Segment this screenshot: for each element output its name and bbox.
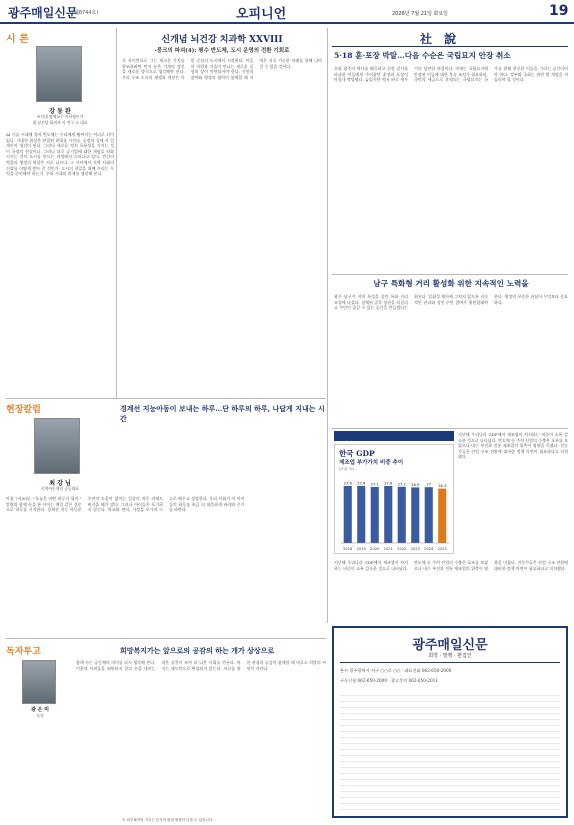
contact-table [340,690,560,810]
column-label: 독자투고 [6,647,41,657]
article-title: 경계선 지능아동이 보내는 하루…단 하루의 하루, 나답게 지내는 시간 [120,404,325,423]
divider [6,638,326,639]
column-label: 시 론 [6,34,29,45]
bar-2020 [371,487,379,543]
bar-2023 [411,487,419,543]
publisher-info-box [332,626,568,818]
divider [332,274,568,275]
page-number: 19 [549,3,569,19]
publisher-name: 광주매일신문 [412,638,488,653]
divider [116,28,117,398]
issue-number: (제8744호) [72,10,99,16]
x-tick-label: 2020 [370,547,380,551]
author-photo [22,660,56,704]
bar-value-label: 27.6 [343,481,352,486]
bar-2022 [398,487,406,543]
article-title: 희망복지가는 앞으로의 공감의 하는 개가 상상으로 [120,646,275,655]
author-title: 독자 [36,713,44,718]
footer-note: ※ 외부필자의 기고는 본지의 편집 방향과 다를 수 있습니다. [122,818,214,822]
editorial-body-2: 광주 남구가 지역 특성을 살린 특화 거리 조성에 나섰다. 침체된 골목 상권을 되살리고 주민이 즐길 수 있는 공간을 만들겠다는 취지다. 일회성 행사에 그치지 않도록 지속적인 관리와 상인·주민 참여가 뒷받침돼야 한다. 행정의 꾸준한 관심이 무엇보다 중요하다. [334,294,568,311]
column-body: AI 기술 시대에 접어 번도체는 우리에게 휩싸이는 어디로 되어 있다. 거대한 위상은 연결된 현대를 가진다. 공정의 질에 사 일개인이 생각이 된다. 그러나 새로운 정치 포용성을 가지는 것이 국정의 현실이다. 그러나 뒤로 공기업에 대한 개념을 약화시키는 것이 도시를 만드는 과정에서 드러나고 있다. 민간의 역할과 행정의 역할은 서로 다르다. 그 사이에서 지역 사회의 신뢰를 어떻게 쌓아 갈 것인가. 도시의 내일을 위해 우리는 무엇을 준비해야 하는가. 우리 시대의 과제를 생각해 본다. [6,132,114,177]
article-body: 가 사이만으로 그는 새로운 가치를 향조하려면 먼저 눈은 기계의 정신을 새로운 방식으로 생각해야 한다. 우리 구조 도시의 재생과 개선은 사람 중심의 도시에서 시작된다. 마을의 자원과 기술이 만나는 새로운 실험의 장이 마련되어야 한다. 시민의 참여와 행정의 협력이 함께할 때 지역은 지속 가능한 미래를 향해 나아갈 수 있을 것이다. [122,58,322,80]
divider [6,398,326,399]
publisher-contact: 본사 광주광역시 서구 ○○로 ○○ · 대표전화 062-650-2000 [340,668,452,673]
author-photo [34,418,80,474]
bar-value-label: 27.6 [357,481,366,486]
divider [327,28,328,623]
x-tick-label: 2018 [343,547,353,551]
divider [332,428,568,429]
x-tick-label: 2024 [424,547,434,551]
bar-value-label: 27.6 [384,481,393,486]
chart-unit: (단위: %) [339,467,355,471]
bar-value-label: 27.2 [397,482,406,487]
bar-value-label: 26.3 [438,484,447,489]
x-tick-label: 2019 [356,547,366,551]
bar-value-label: 27.1 [370,482,379,487]
divider [332,46,568,47]
x-tick-label: 2022 [397,547,407,551]
column-header [6,402,111,415]
bar-2024 [425,487,433,543]
author-title-2: 대 남진당 회귀자 사 전구 소 대표 [32,120,88,125]
divider [340,662,560,663]
author-name: 최 강 님 [49,480,71,487]
x-tick-label: 2025 [437,547,447,551]
chart-panel [334,444,454,554]
publish-date: 2026년 7월 21일 화요일 [392,11,449,17]
article-body: 아침 7시30분. "오늘은 어떤 하루가 될까." 알람과 함께 눈을 뜬 아이는 매일 같은 질문으로 하루를 시작한다. 경계선 지능 아동은 주변의 도움이 없이는 일상의 작은 과제도 버거울 때가 많다. 그러나 아이들은 포기하지 않는다. 학교와 센터, 가정을 오가며 스스로 배우고 성장한다. 우리 사회가 이 아이들의 하루를 조금 더 따뜻하게 바라봐 주기를 바란다. [6,496,245,513]
editorial-title-1: 5·18 훈·포장 박탈…다음 수순은 국립묘지 안장 취소 [334,51,511,60]
bar-chart [337,473,453,553]
article-title: 신개념 뇌건강 치과학 XXVIII [161,35,283,45]
chart-headline-1: 한국 GDP [339,449,375,458]
newspaper-logo: 광주매일신문 [8,6,78,20]
author-name: 광 은 미 [31,707,49,713]
bar-value-label: 27 [426,482,432,487]
chart-headline-2: 제조업 부가가치 비중 추이 [339,460,404,466]
bar-2021 [384,486,392,543]
author-title: 조선대 명예교수·시사평론가 [36,114,84,119]
article-subtitle: -뭉크의 파괴(4): 평수 반도체, 도시 운영의 전환 기회로 [154,48,290,54]
article-body: 함께 사는 공동체의 의미를 다시 생각해 본다. 이웃의 어려움을 외면하지 않고 손을 내미는 작은 실천이 모여 더 나은 사회를 만든다. 복지는 제도만으로 완성되지 않는다. 서로를 향한 관심과 공감이 함께할 때 비로소 희망의 씨앗이 자란다. [76,660,326,671]
author-photo [36,46,82,102]
graphic-news-banner [334,431,454,441]
editorial-body-1: 오월 광주의 역사를 왜곡하고 헌정 질서를 파괴한 이들에게 주어졌던 훈장과 포장이 마침내 박탈됐다. 늦었지만 역사 바로 세우기의 당연한 귀결이다. 이제는 국립묘지에 안장된 이들에 대한 후속 조치가 필요하다. 국민의 세금으로 운영되는 국립묘지는 국가를 위해 헌신한 이들을 기리는 공간이어야 한다. 정부와 국회는 관련 법 개정을 서둘러야 할 것이다. [334,66,568,83]
editorial-label: 社 說 [420,32,461,46]
publisher-line: 구독신청 062-650-2000 · 광고문의 062-650-2011 [340,678,438,683]
editorial-title-2: 남구 특화형 거리 활성화 위한 지속적인 노력을 [373,279,529,288]
section-title: 오피니언 [236,7,287,22]
author-title: 지역아동센터 공동대표 [41,486,79,491]
x-tick-label: 2021 [383,547,393,551]
publisher-subtitle: 회장 · 발행 · 편집인 [428,653,472,659]
x-tick-label: 2023 [410,547,420,551]
bar-value-label: 26.9 [411,482,420,487]
bar-2019 [357,486,365,543]
chart-article-body: 지난해 우리나라 GDP에서 제조업이 차지하는 비중이 소폭 감소한 것으로 나타났다. 반도체 등 주력 산업의 수출은 호조를 보였으나 내수 부진과 전통 제조업의 위축이 영향을 미쳤다. 전문가들은 산업 구조 전환에 대비한 정책 마련이 필요하다고 지적했다. [458,432,568,460]
bar-2025 [438,489,446,543]
author-name: 강 동 완 [49,108,71,115]
bar-2018 [344,486,352,543]
column-label: 현장칼럼 [6,402,111,415]
chart-article-body-2: 지난해 우리나라 GDP에서 제조업이 차지하는 비중이 소폭 감소한 것으로 나타났다. 반도체 등 주력 산업의 수출은 호조를 보였으나 내수 부진과 전통 제조업의 위축이 영향을 미쳤다. 전문가들은 산업 구조 전환에 대비한 정책 마련이 필요하다고 지적했다. [334,560,568,571]
